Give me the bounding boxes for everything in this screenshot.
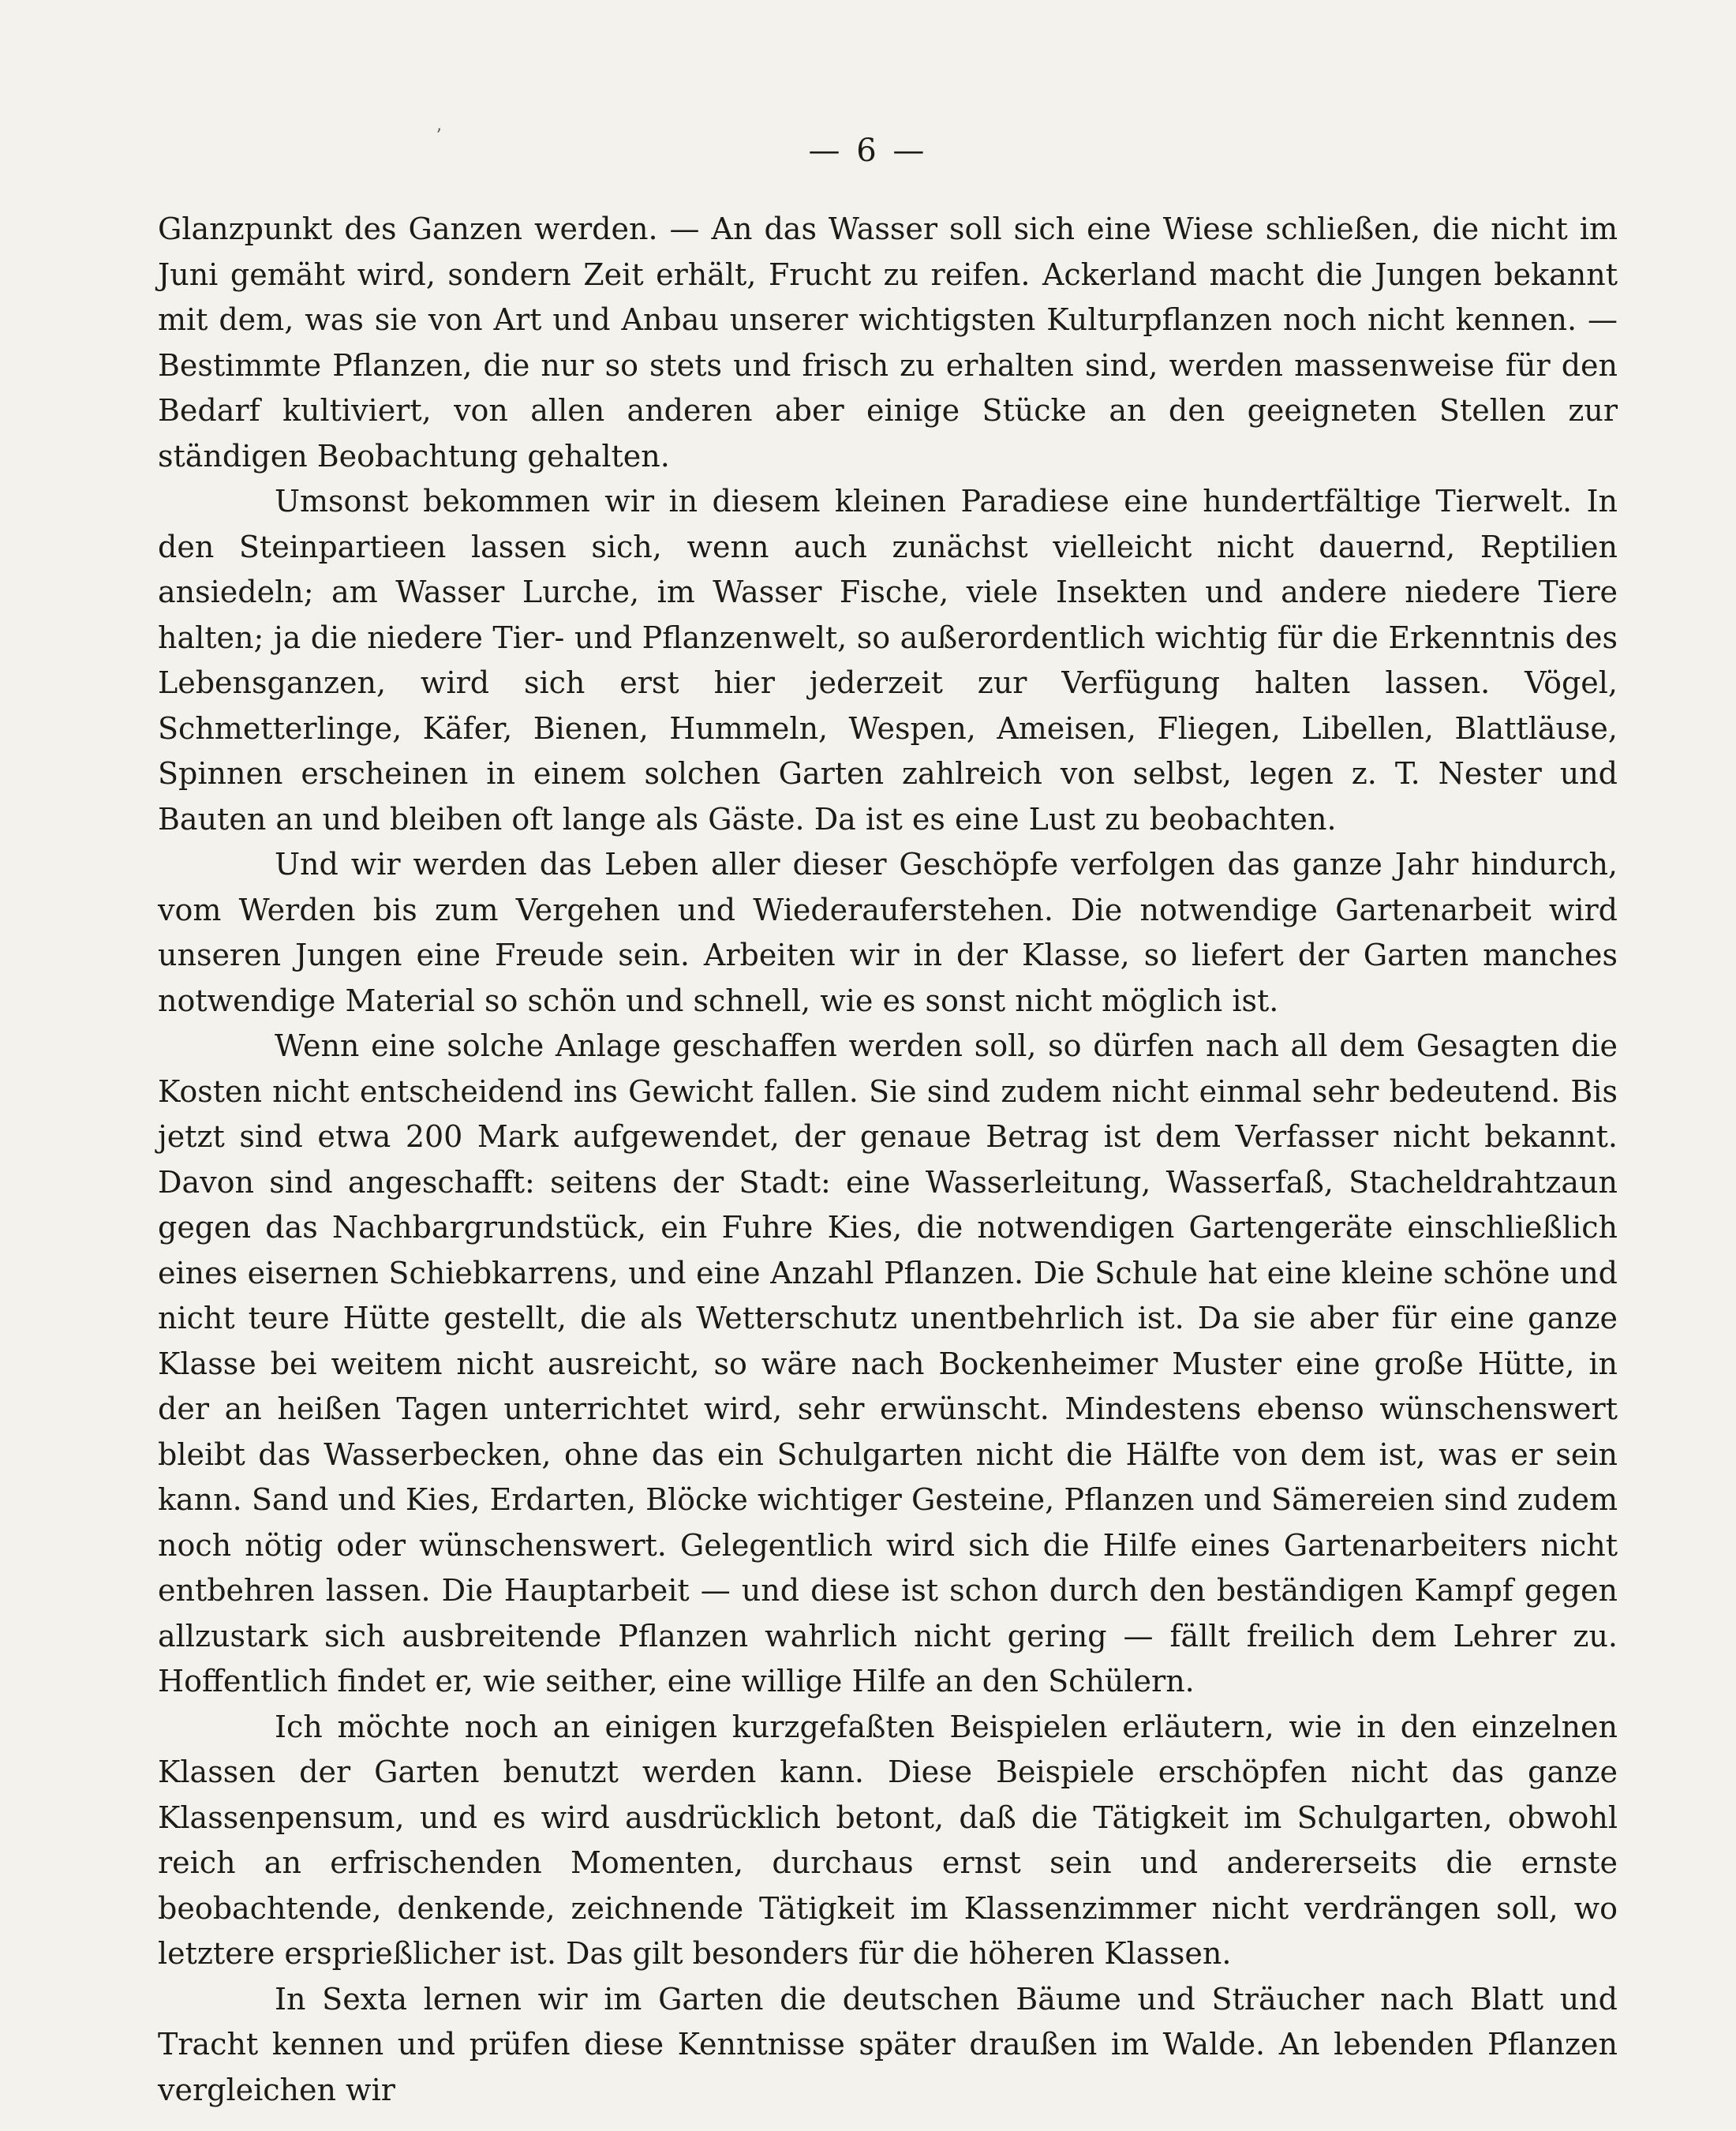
paragraph-6: In Sexta lernen wir im Garten die deutschen Bäume und Sträucher nach Blatt und Tracht kennen und prüfen diese Kenntnisse später draußen im Walde. An lebenden Pflanzen vergleichen wir [158,1981,1618,2107]
paragraph-1: Glanzpunkt des Ganzen werden. — An das Wasser soll sich eine Wiese schließen, die nicht im Juni gemäht wird, sondern Zeit erhält, Frucht zu reifen. Ackerland macht die Jungen bekannt mit dem, was sie von Art und Anbau unserer wichtigsten Kulturpflanzen noch nicht kennen. — Bestimmte Pflanzen, die nur so stets und frisch zu erhalten sind, werden massenweise für den Bedarf kultiviert, von allen anderen aber einige Stücke an den geeigneten Stellen zur ständigen Beobachtung gehalten. [158,212,1618,474]
body-text [158,207,1618,2113]
paragraph-2: Umsonst bekommen wir in diesem kleinen Paradiese eine hundertfältige Tierwelt. In den Steinpartieen lassen sich, wenn auch zunächst vielleicht nicht dauernd, Reptilien ansiedeln; am Wasser Lurche, im Wasser Fische, viele Insekten und andere niedere Tiere halten; ja die niedere Tier- und Pflanzenwelt, so außerordentlich wichtig für die Erkenntnis des Lebensganzen, wird sich erst hier jederzeit zur Verfügung halten lassen. Vögel, Schmetterlinge, Käfer, Bienen, Hummeln, Wespen, Ameisen, Fliegen, Libellen, Blattläuse, Spinnen erscheinen in einem solchen Garten zahlreich von selbst, legen z. T. Nester und Bauten an und bleiben oft lange als Gäste. Da ist es eine Lust zu beobachten. [158,484,1618,837]
page-number: — 6 — [808,133,928,169]
paragraph-5: Ich möchte noch an einigen kurzgefaßten Beispielen erläutern, wie in den einzelnen Klassen der Garten benutzt werden kann. Diese Beispiele erschöpfen nicht das ganze Klassenpensum, und es wird ausdrücklich betont, daß die Tätigkeit im Schulgarten, obwohl reich an erfrischenden Momenten, durchaus ernst sein und andererseits die ernste beobachtende, denkende, zeichnende Tätigkeit im Klassenzimmer nicht verdrängen soll, wo letztere ersprießlicher ist. Das gilt besonders für die höheren Klassen. [158,1709,1618,1971]
paragraph-3: Und wir werden das Leben aller dieser Geschöpfe verfolgen das ganze Jahr hindurch, vom Werden bis zum Vergehen und Wiederauferstehen. Die notwendige Gartenarbeit wird unseren Jungen eine Freude sein. Arbeiten wir in der Klasse, so liefert der Garten manches notwendige Material so schön und schnell, wie es sonst nicht möglich ist. [158,847,1618,1018]
paragraph-4: Wenn eine solche Anlage geschaffen werden soll, so dürfen nach all dem Gesagten die Kosten nicht entscheidend ins Gewicht fallen. Sie sind zudem nicht einmal sehr bedeutend. Bis jetzt sind etwa 200 Mark aufgewendet, der genaue Betrag ist dem Verfasser nicht bekannt. Davon sind angeschafft: seitens der Stadt: eine Wasserleitung, Wasserfaß, Stacheldrahtzaun gegen das Nachbargrundstück, ein Fuhre Kies, die notwendigen Gartengeräte einschließlich eines eisernen Schiebkarrens, und eine Anzahl Pflanzen. Die Schule hat eine kleine schöne und nicht teure Hütte gestellt, die als Wetterschutz unentbehrlich ist. Da sie aber für eine ganze Klasse bei weitem nicht ausreicht, so wäre nach Bockenheimer Muster eine große Hütte, in der an heißen Tagen unterrichtet wird, sehr erwünscht. Mindestens ebenso wünschenswert bleibt das Wasserbecken, ohne das ein Schulgarten nicht die Hälfte von dem ist, was er sein kann. Sand und Kies, Erdarten, Blöcke wichtiger Gesteine, Pflanzen und Sämereien sind zudem noch nötig oder wünschenswert. Gelegentlich wird sich die Hilfe eines Gartenarbeiters nicht entbehren lassen. Die Hauptarbeit — und diese ist schon durch den beständigen Kampf gegen allzustark sich ausbreitende Pflanzen wahrlich nicht gering — fällt freilich dem Lehrer zu. Hoffentlich findet er, wie seither, eine willige Hilfe an den Schülern. [158,1028,1618,1698]
stray-mark: ʼ [436,126,441,146]
